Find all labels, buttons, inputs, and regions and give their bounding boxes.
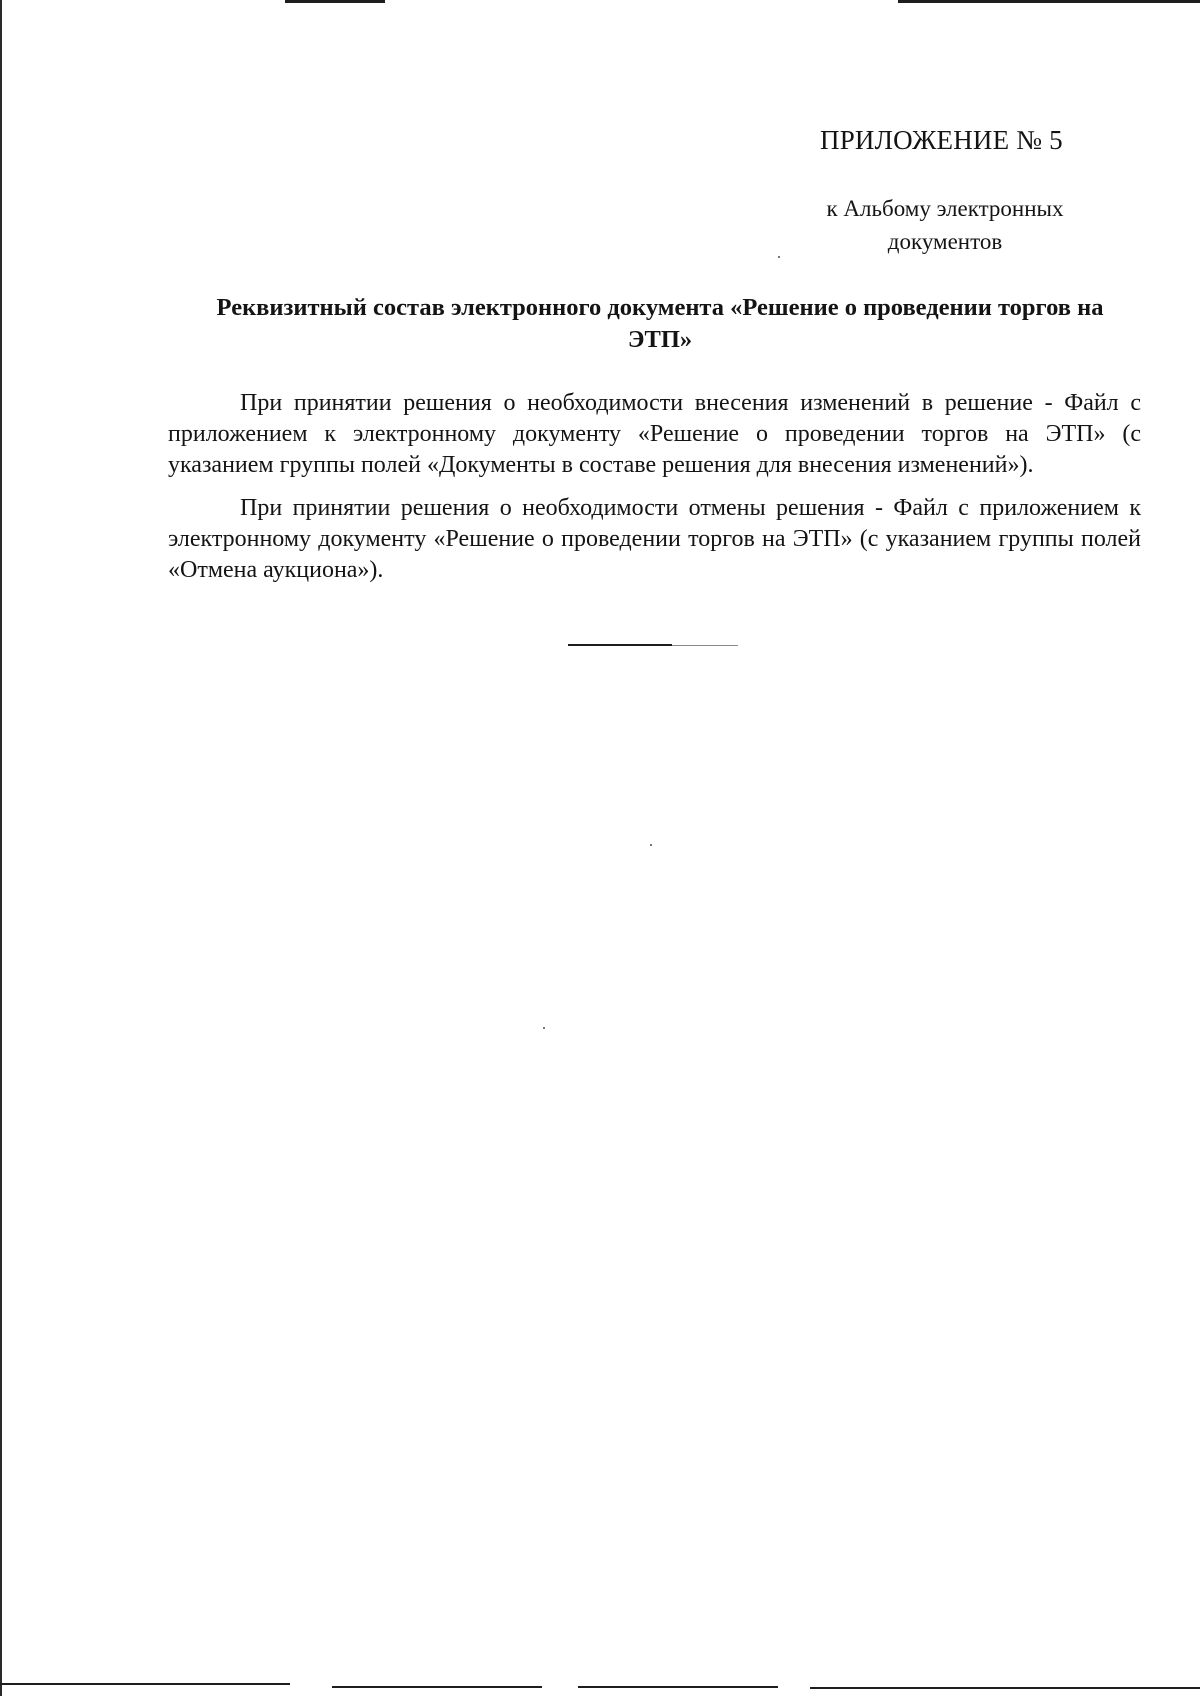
scan-artifact-bottom <box>0 1683 290 1685</box>
scan-artifact-bottom <box>810 1687 1200 1689</box>
scan-artifact-bottom <box>578 1686 778 1688</box>
scan-edge-left <box>0 0 2 1696</box>
scan-speck <box>543 1027 545 1029</box>
document-heading: Реквизитный состав электронного документа «Решение о проведении торгов на ЭТП» <box>216 294 1104 353</box>
end-divider-tail <box>672 645 738 646</box>
scan-artifact-bottom <box>332 1686 542 1688</box>
end-divider <box>568 644 672 646</box>
annex-title: ПРИЛОЖЕНИЕ № 5 <box>820 125 1063 155</box>
scan-speck <box>650 844 652 846</box>
scan-artifact-top-right <box>898 0 1200 3</box>
paragraph-cancellation: При принятии решения о необходимости отмены решения - Файл с приложением к электронному документу «Решение о проведении торгов на ЭТП» (с указанием группы полей «Отмена аукциона»). <box>168 495 1141 583</box>
document-body <box>168 388 1141 598</box>
annex-subtitle: к Альбому электронных документов <box>826 196 1064 254</box>
scan-artifact-top <box>285 0 385 3</box>
paragraph-changes: При принятии решения о необходимости внесения изменений в решение - Файл с приложением к электронному документу «Решение о проведении торгов на ЭТП» (с указанием группы полей «Документы в составе решения для внесения изменений»). <box>168 390 1141 478</box>
